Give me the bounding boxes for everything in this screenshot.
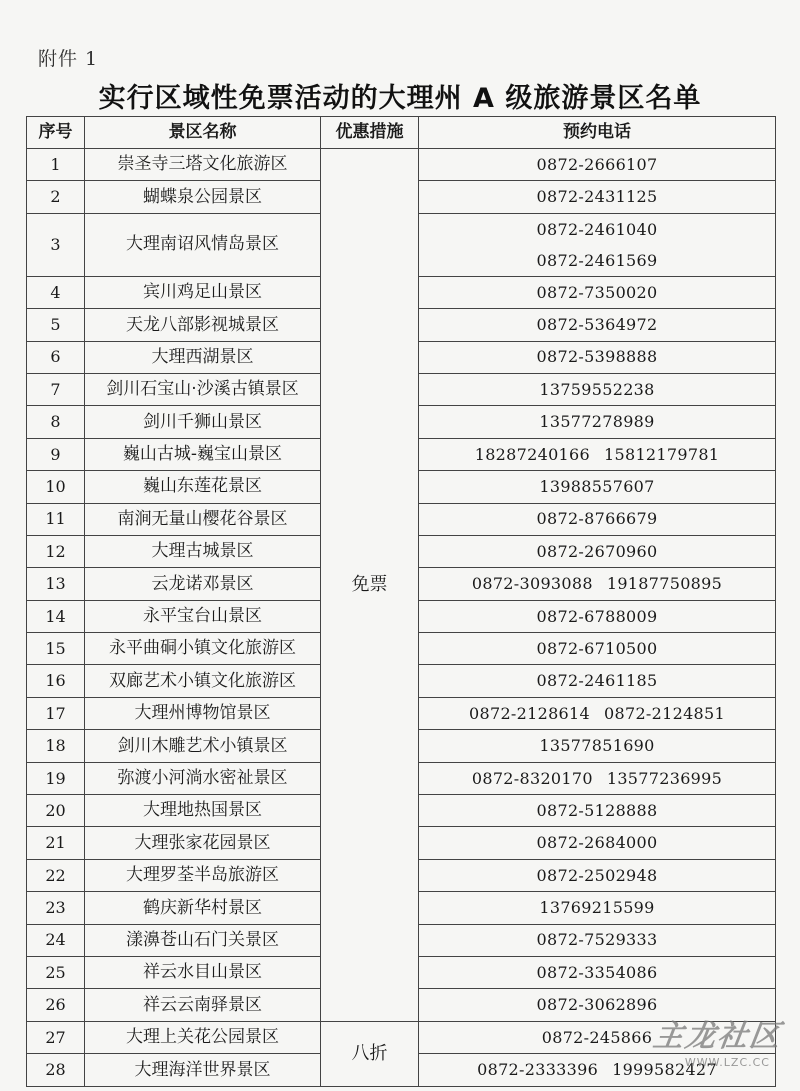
- scenic-area-name: 大理西湖景区: [85, 341, 321, 373]
- scenic-area-name: 大理南诏风情岛景区: [85, 213, 321, 276]
- scenic-area-name: 巍山古城-巍宝山景区: [85, 438, 321, 470]
- scenic-area-name: 鹤庆新华村景区: [85, 892, 321, 924]
- phone-number: 18287240166: [474, 444, 590, 464]
- scenic-area-name: 天龙八部影视城景区: [85, 309, 321, 341]
- booking-phone: [419, 471, 776, 503]
- phone-number: 0872-5398888: [536, 347, 658, 367]
- scenic-area-name: 双廊艺术小镇文化旅游区: [85, 665, 321, 697]
- row-number: 4: [27, 276, 85, 308]
- row-number: 13: [27, 568, 85, 600]
- phone-number: 0872-2684000: [536, 833, 658, 853]
- row-number: 28: [27, 1054, 85, 1086]
- phone-number: 0872-2461569: [536, 250, 658, 270]
- row-number: 12: [27, 535, 85, 567]
- row-number: 3: [27, 213, 85, 276]
- row-number: 21: [27, 827, 85, 859]
- scenic-area-name: 祥云云南驿景区: [85, 989, 321, 1021]
- phone-number: 13577236995: [606, 768, 723, 788]
- scenic-area-name: 大理州博物馆景区: [85, 697, 321, 729]
- booking-phone: [419, 406, 776, 438]
- row-number: 1: [27, 149, 85, 181]
- scenic-area-name: 蝴蝶泉公园景区: [85, 181, 321, 213]
- row-number: 23: [27, 892, 85, 924]
- phone-number: 0872-2461185: [536, 671, 658, 691]
- row-number: 24: [27, 924, 85, 956]
- booking-phone: [419, 181, 776, 213]
- phone-number: 0872-8766679: [536, 509, 658, 529]
- scenic-area-name: 漾濞苍山石门关景区: [85, 924, 321, 956]
- booking-phone: [419, 795, 776, 827]
- scenic-area-name: 宾川鸡足山景区: [85, 276, 321, 308]
- phone-number: 13577278989: [539, 412, 655, 432]
- phone-number: 0872-2502948: [536, 865, 658, 885]
- row-number: 17: [27, 697, 85, 729]
- row-number: 14: [27, 600, 85, 632]
- header-offer: 优惠措施: [321, 117, 419, 149]
- phone-number: 13759552238: [539, 379, 655, 399]
- booking-phone: [419, 633, 776, 665]
- phone-number: 0872-2431125: [536, 187, 658, 207]
- phone-number: 0872-2666107: [536, 154, 658, 174]
- booking-phone: [419, 503, 776, 535]
- booking-phone: [419, 309, 776, 341]
- booking-phone: [419, 892, 776, 924]
- row-number: 5: [27, 309, 85, 341]
- header-phone: 预约电话: [419, 117, 776, 149]
- row-number: 9: [27, 438, 85, 470]
- booking-phone: [419, 697, 776, 729]
- scenic-area-name: 云龙诺邓景区: [85, 568, 321, 600]
- phone-number: 13988557607: [539, 477, 655, 497]
- watermark: 主龙社区: [651, 1019, 784, 1054]
- booking-phone: [419, 956, 776, 988]
- booking-phone: [419, 535, 776, 567]
- page-title: 实行区域性免票活动的大理州 A 级旅游景区名单: [98, 83, 702, 114]
- booking-phone: [419, 859, 776, 891]
- row-number: 10: [27, 471, 85, 503]
- row-number: 15: [27, 633, 85, 665]
- booking-phone: [419, 568, 776, 600]
- scenic-area-name: 崇圣寺三塔文化旅游区: [85, 149, 321, 181]
- booking-phone: [419, 827, 776, 859]
- row-number: 7: [27, 373, 85, 405]
- row-number: 26: [27, 989, 85, 1021]
- scenic-area-table: [26, 116, 776, 1087]
- scenic-area-name: 祥云水目山景区: [85, 956, 321, 988]
- table-body: [27, 149, 776, 1087]
- phone-number: 0872-2124851: [604, 703, 725, 723]
- booking-phone: [419, 149, 776, 181]
- row-number: 27: [27, 1021, 85, 1053]
- scenic-area-name: 巍山东莲花景区: [85, 471, 321, 503]
- row-number: 22: [27, 859, 85, 891]
- scenic-area-name: 大理地热国景区: [85, 795, 321, 827]
- booking-phone: [419, 600, 776, 632]
- table-row: [27, 149, 776, 181]
- phone-number: 15812179781: [604, 444, 720, 464]
- phone-number: 0872-8320170: [471, 768, 593, 788]
- booking-phone: [419, 341, 776, 373]
- offer-discount: 八折: [321, 1021, 419, 1086]
- row-number: 6: [27, 341, 85, 373]
- booking-phone: [419, 276, 776, 308]
- phone-number: 0872-2333396: [477, 1060, 599, 1080]
- scenic-area-name: 大理海洋世界景区: [85, 1054, 321, 1086]
- scenic-area-name: 大理罗荃半岛旅游区: [85, 859, 321, 891]
- phone-number: 0872-2128614: [469, 703, 590, 723]
- row-number: 11: [27, 503, 85, 535]
- phone-number: 13577851690: [539, 736, 655, 756]
- phone-number: 0872-245866: [541, 1027, 653, 1047]
- scenic-area-name: 永平曲硐小镇文化旅游区: [85, 633, 321, 665]
- scenic-area-name: 弥渡小河淌水密祉景区: [85, 762, 321, 794]
- phone-number: 0872-3093088: [471, 574, 593, 594]
- booking-phone: [419, 924, 776, 956]
- row-number: 16: [27, 665, 85, 697]
- phone-number: 13769215599: [539, 898, 655, 918]
- phone-number: 0872-6788009: [536, 606, 658, 626]
- scenic-area-name: 剑川千狮山景区: [85, 406, 321, 438]
- booking-phone: [419, 213, 776, 276]
- scenic-area-name: 剑川石宝山·沙溪古镇景区: [85, 373, 321, 405]
- phone-number: 1999582427: [612, 1060, 717, 1080]
- phone-number: 0872-5364972: [536, 315, 658, 335]
- phone-number: 0872-6710500: [536, 638, 658, 658]
- booking-phone: [419, 730, 776, 762]
- booking-phone: [419, 762, 776, 794]
- row-number: 20: [27, 795, 85, 827]
- booking-phone: [419, 438, 776, 470]
- watermark-url: WWW.LZC.CC: [684, 1056, 770, 1069]
- offer-free: 免票: [321, 149, 419, 1022]
- row-number: 2: [27, 181, 85, 213]
- phone-number: 19187750895: [606, 574, 723, 594]
- scenic-area-name: 大理古城景区: [85, 535, 321, 567]
- header-name: 景区名称: [85, 117, 321, 149]
- attachment-label: 附件 1: [38, 48, 99, 70]
- phone-number: 0872-3062896: [536, 995, 658, 1015]
- phone-number: 0872-2670960: [536, 541, 658, 561]
- table-header-row: [27, 117, 776, 149]
- phone-number: 0872-3354086: [536, 962, 658, 982]
- scenic-area-name: 南涧无量山樱花谷景区: [85, 503, 321, 535]
- row-number: 18: [27, 730, 85, 762]
- scenic-area-name: 剑川木雕艺术小镇景区: [85, 730, 321, 762]
- phone-number: 0872-7529333: [536, 930, 658, 950]
- row-number: 25: [27, 956, 85, 988]
- phone-number: 0872-7350020: [536, 282, 658, 302]
- booking-phone: [419, 373, 776, 405]
- scenic-area-name: 永平宝台山景区: [85, 600, 321, 632]
- booking-phone: [419, 665, 776, 697]
- phone-number: 0872-2461040: [536, 219, 658, 239]
- header-no: 序号: [27, 117, 85, 149]
- scenic-area-name: 大理张家花园景区: [85, 827, 321, 859]
- row-number: 19: [27, 762, 85, 794]
- row-number: 8: [27, 406, 85, 438]
- phone-number: 0872-5128888: [536, 800, 658, 820]
- scenic-area-name: 大理上关花公园景区: [85, 1021, 321, 1053]
